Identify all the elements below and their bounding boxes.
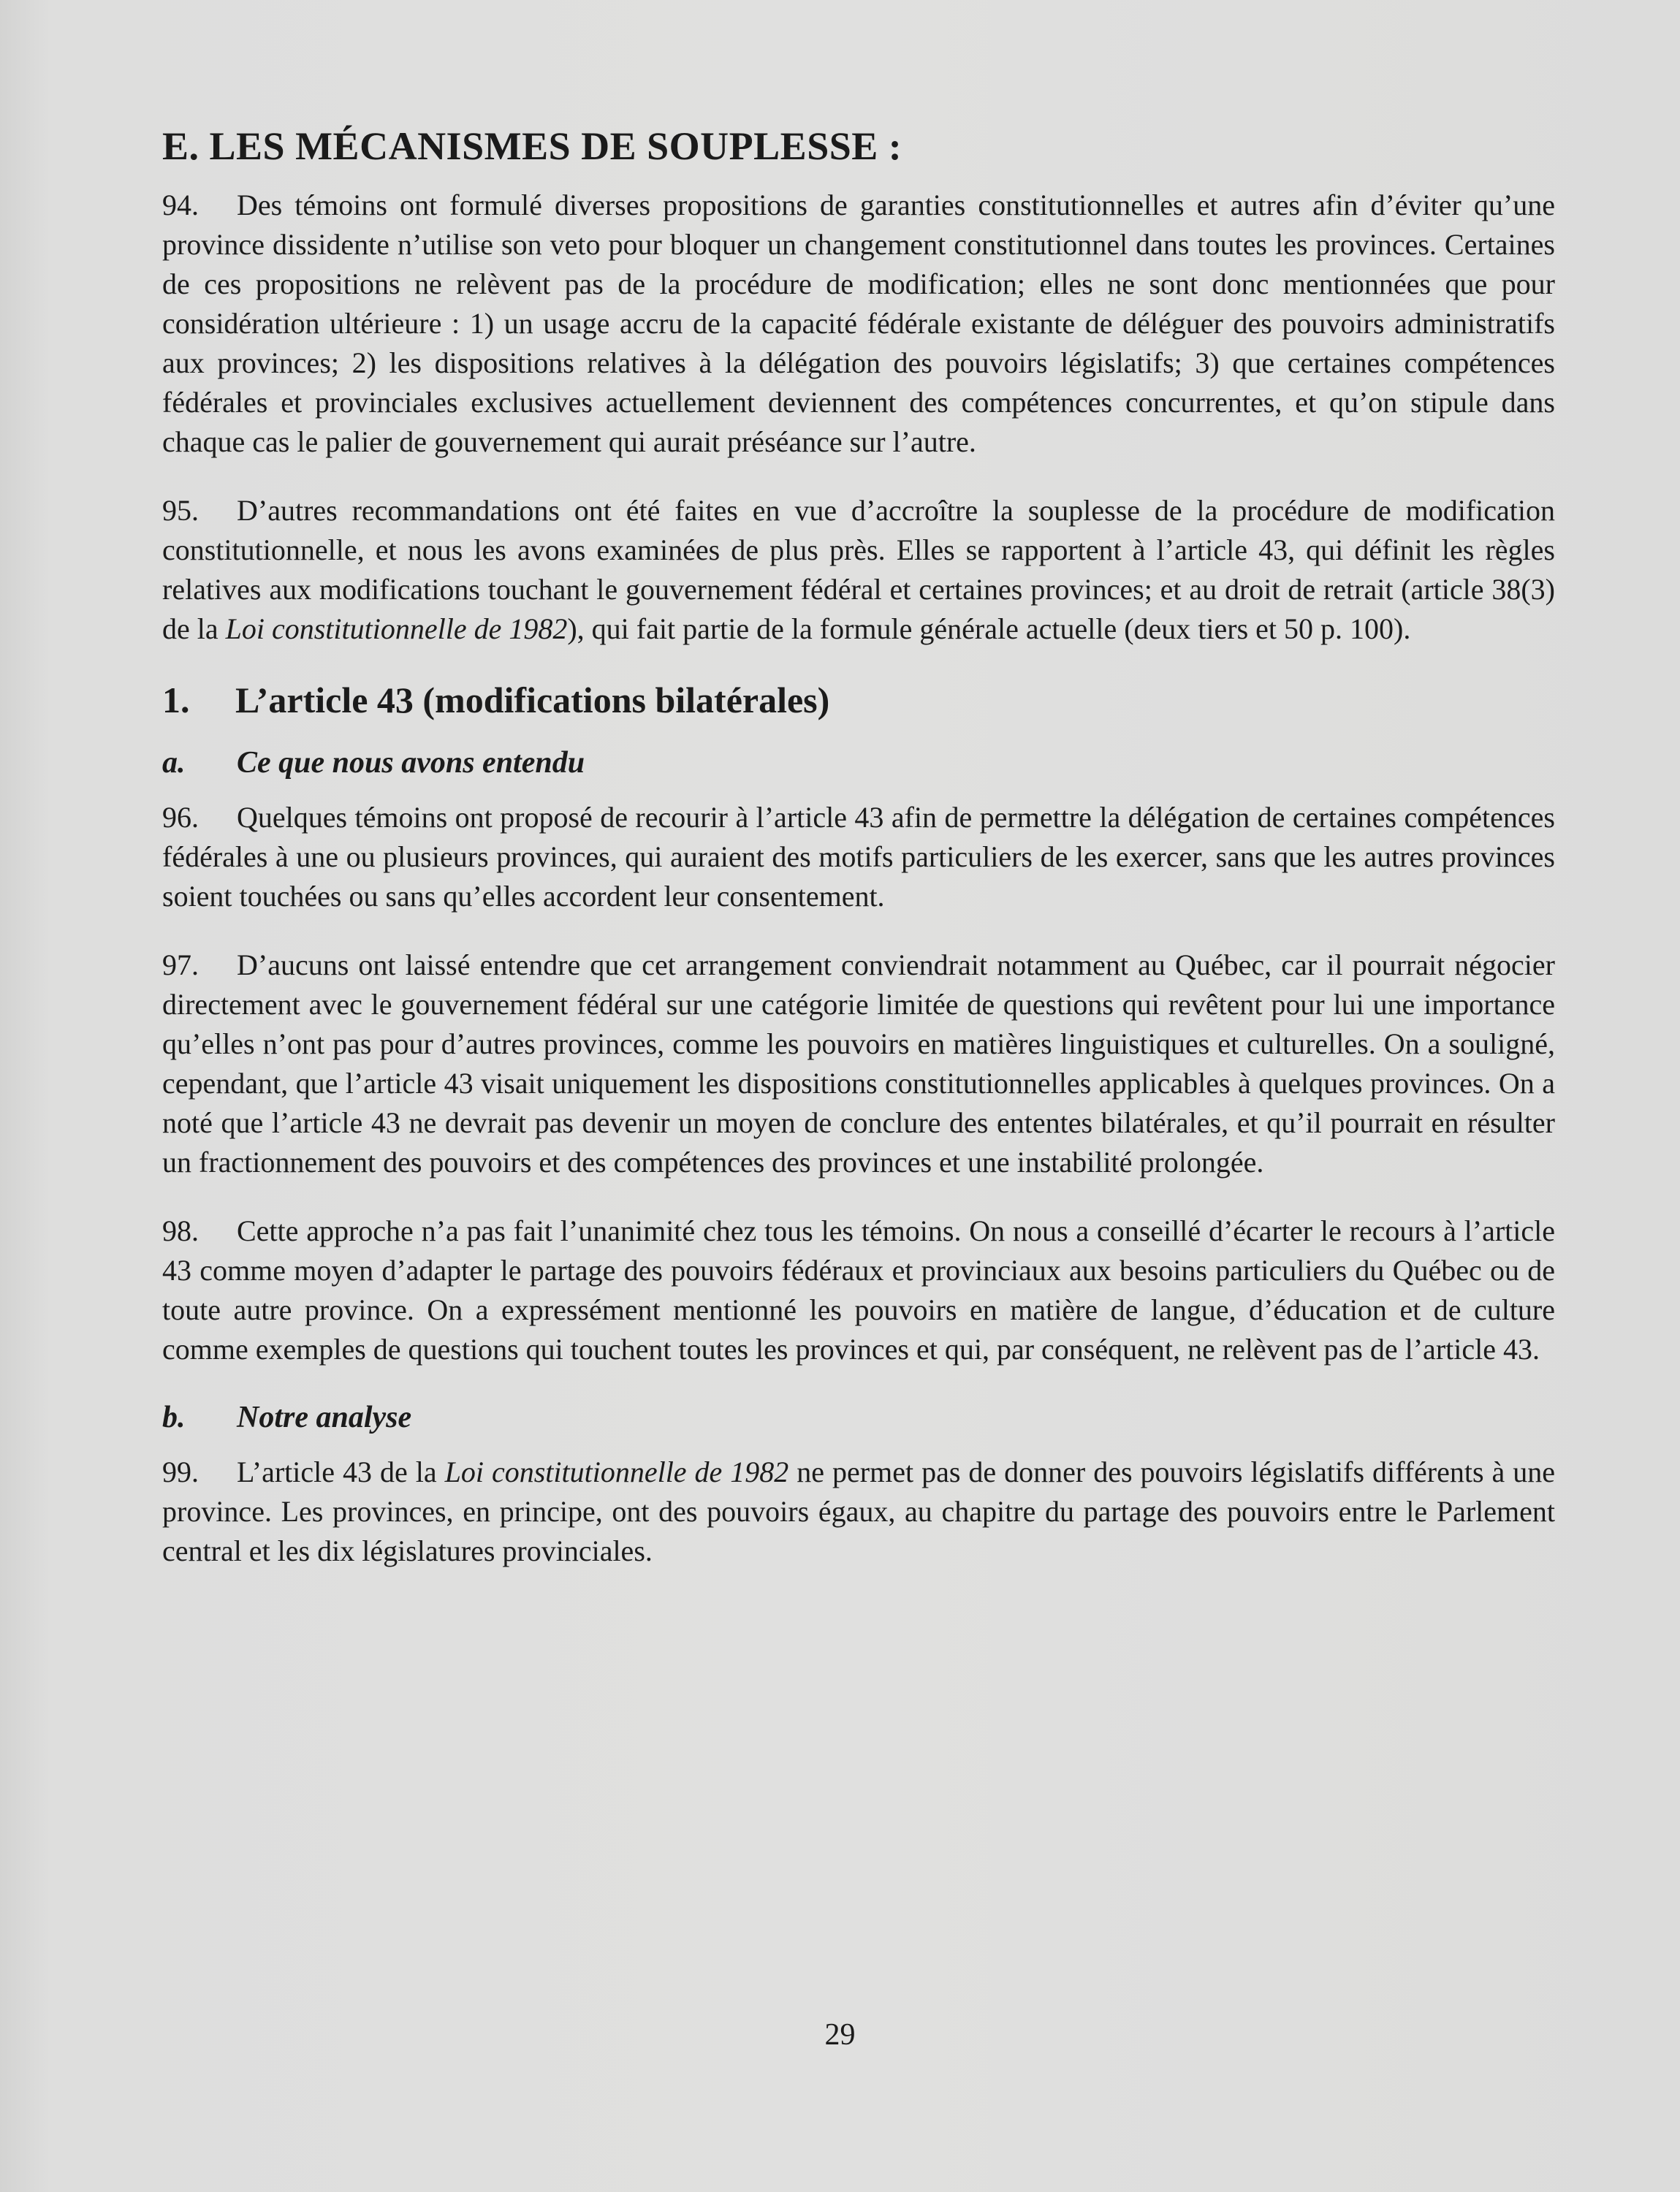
paragraph-text: Quelques témoins ont proposé de recourir à l’article 43 afin de permettre la délégation de certaines compétences fédérales à une ou plusieurs provinces, qui auraient des motifs particuliers de les exercer, sans que les autres provinces soient touchées ou sans qu’elles accordent leur consentement. [162,801,1555,913]
paragraph-94 [162,186,1555,462]
subheading-letter: b. [162,1401,186,1434]
subsection-title: L’article 43 (modifications bilatérales) [235,680,830,720]
paragraph-number: 94. [162,189,199,221]
paragraph-number: 96. [162,801,199,834]
subheading-title: Ce que nous avons entendu [237,746,585,780]
paragraph-text: Des témoins ont formulé diverses propositions de garanties constitutionnelles et autres afin d’éviter qu’une province dissidente n’utilise son veto pour bloquer un changement constitutionnel dans toutes les provinces. Certaines de ces propositions ne relèvent pas de la procédure de modification; elles ne sont donc mentionnées que pour considération ultérieure : 1) un usage accru de la capacité fédérale existante de déléguer des pouvoirs administratifs aux provinces; 2) les dispositions relatives à la délégation des pouvoirs législatifs; 3) que certaines compétences fédérales et provinciales exclusives actuellement deviennent des compétences concurrentes, et qu’on stipule dans chaque cas le palier de gouvernement qui aurait préséance sur l’autre. [162,189,1555,458]
subheading-b [162,1398,1555,1436]
subsection-number: 1. [162,680,190,720]
statute-title: Loi constitutionnelle de 1982 [225,612,568,645]
paragraph-98 [162,1211,1555,1369]
paragraph-95 [162,491,1555,649]
paragraph-text: D’autres recommandations ont été faites en vue d’accroître la souplesse de la procédure de modification constitutionnelle, et nous les avons examinées de plus près. Elles se rapportent à l’article 43, qui définit les règles relatives aux modifications touchant le gouvernement fédéral et certaines provinces; et au droit de retrait (article 38(3) de la [162,494,1555,645]
paragraph-97 [162,945,1555,1182]
subheading-a [162,744,1555,782]
paragraph-text: L’article 43 de la [237,1455,437,1488]
paragraph-number: 99. [162,1455,199,1488]
subheading-letter: a. [162,746,186,780]
subsection-heading [162,678,1555,722]
paragraph-text: ne permet pas de donner des pouvoirs législatifs différents à une province. Les provinces, en principe, ont des pouvoirs égaux, au chapitre du partage des pouvoirs entre le Parlement central et les dix législatures provinciales. [162,1455,1556,1567]
page-content [162,123,1555,1600]
statute-title: Loi constitutionnelle de 1982 [444,1455,789,1488]
page-number: 29 [824,2018,856,2052]
section-title: E. LES MÉCANISMES DE SOUPLESSE : [162,124,902,168]
subheading-title: Notre analyse [237,1401,412,1434]
paragraph-number: 97. [162,948,199,981]
paragraph-99 [162,1453,1555,1571]
paragraph-number: 98. [162,1214,199,1247]
paragraph-text: D’aucuns ont laissé entendre que cet arrangement conviendrait notamment au Québec, car il pourrait négocier directement avec le gouvernement fédéral sur une catégorie limitée de questions qui revêtent pour lui une importance qu’elles n’ont pas pour d’autres provinces, comme les pouvoirs en matières linguistiques et culturelles. On a souligné, cependant, que l’article 43 visait uniquement les dispositions constitutionnelles applicables à quelques provinces. On a noté que l’article 43 ne devrait pas devenir un moyen de conclure des ententes bilatérales, et qu’il pourrait en résulter un fractionnement des pouvoirs et des compétences des provinces et une instabilité prolongée. [162,948,1555,1179]
paragraph-number: 95. [162,494,199,527]
paragraph-text: ), qui fait partie de la formule générale actuelle (deux tiers et 50 p. 100). [567,612,1411,645]
paragraph-text: Cette approche n’a pas fait l’unanimité chez tous les témoins. On nous a conseillé d’écarter le recours à l’article 43 comme moyen d’adapter le partage des pouvoirs fédéraux et provinciaux aux besoins particuliers du Québec ou de toute autre province. On a expressément mentionné les pouvoirs en matière de langue, d’éducation et de culture comme exemples de questions qui touchent toutes les provinces et qui, par conséquent, ne relèvent pas de l’article 43. [162,1214,1555,1366]
paragraph-96 [162,798,1555,916]
